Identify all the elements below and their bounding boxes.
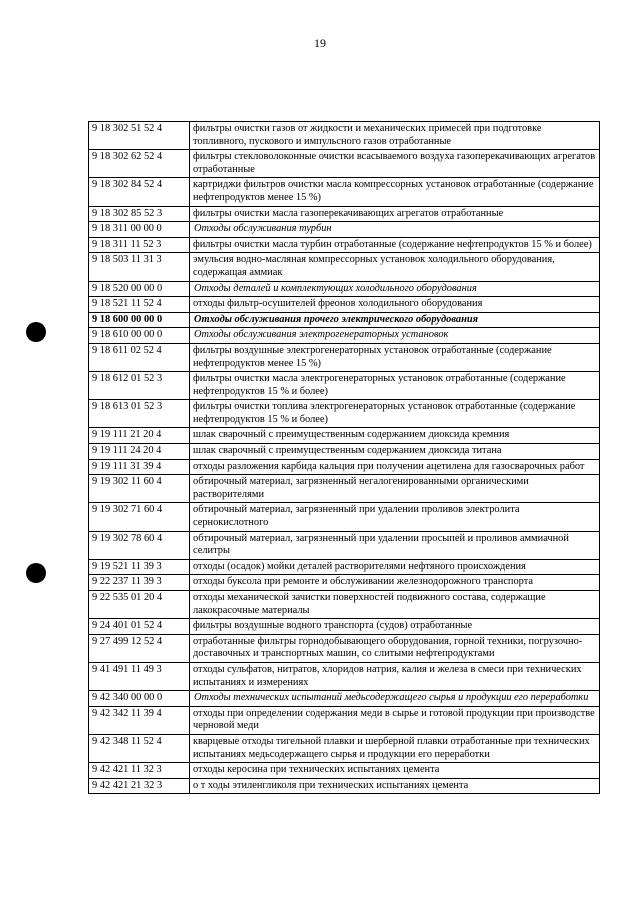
table-row (89, 122, 600, 150)
table-row (89, 619, 600, 635)
waste-code-cell: 9 19 111 31 39 4 (89, 459, 190, 475)
waste-description-cell: обтирочный материал, загрязненный при удалении проливов электролита сернокислотного (190, 503, 600, 531)
waste-description-cell: отходы разложения карбида кальция при получении ацетилена для газосварочных работ (190, 459, 600, 475)
waste-description-cell: отходы (осадок) мойки деталей растворителями нефтяного происхождения (190, 559, 600, 575)
table-row (89, 206, 600, 222)
waste-code-cell: 9 18 302 85 52 3 (89, 206, 190, 222)
table-row (89, 459, 600, 475)
waste-code-cell: 9 18 520 00 00 0 (89, 281, 190, 297)
table-row (89, 343, 600, 371)
page-number: 19 (314, 36, 326, 50)
waste-description-cell: Отходы обслуживания прочего электрического оборудования (190, 312, 600, 328)
waste-description-cell: Отходы обслуживания турбин (190, 222, 600, 238)
table-row (89, 237, 600, 253)
table-row (89, 328, 600, 344)
waste-description-cell: фильтры очистки масла турбин отработанные (содержание нефтепродуктов 15 % и более) (190, 237, 600, 253)
waste-description-cell: Отходы деталей и комплектующих холодильного оборудования (190, 281, 600, 297)
waste-description-cell: шлак сварочный с преимущественным содержанием диоксида кремния (190, 428, 600, 444)
waste-code-cell: 9 42 340 00 00 0 (89, 691, 190, 707)
waste-code-cell: 9 18 521 11 52 4 (89, 297, 190, 313)
waste-code-cell: 9 22 237 11 39 3 (89, 575, 190, 591)
waste-description-cell: фильтры воздушные электрогенераторных установок отработанные (содержание нефтепродуктов менее 15 %) (190, 343, 600, 371)
waste-code-table (88, 121, 600, 794)
waste-code-cell: 9 18 311 00 00 0 (89, 222, 190, 238)
table-row (89, 428, 600, 444)
table-row (89, 297, 600, 313)
table-row (89, 281, 600, 297)
waste-description-cell: шлак сварочный с преимущественным содержанием диоксида титана (190, 444, 600, 460)
waste-code-cell: 9 27 499 12 52 4 (89, 634, 190, 662)
waste-code-cell: 9 18 302 51 52 4 (89, 122, 190, 150)
table-row (89, 634, 600, 662)
waste-code-cell: 9 18 302 84 52 4 (89, 178, 190, 206)
waste-code-cell: 9 18 311 11 52 3 (89, 237, 190, 253)
table-row (89, 400, 600, 428)
waste-description-cell: отходы сульфатов, нитратов, хлоридов натрия, калия и железа в смеси при технических испытаниях и измерениях (190, 662, 600, 690)
waste-description-cell: фильтры очистки газов от жидкости и механических примесей при подготовке топливного, пускового и импульсного газов отработанные (190, 122, 600, 150)
waste-description-cell: отходы фильтр-осушителей фреонов холодильного оборудования (190, 297, 600, 313)
table-row (89, 691, 600, 707)
waste-code-cell: 9 42 421 21 32 3 (89, 778, 190, 794)
waste-description-cell: отходы механической зачистки поверхностей подвижного состава, содержащие лакокрасочные материалы (190, 591, 600, 619)
waste-description-cell: картриджи фильтров очистки масла компрессорных установок отработанные (содержание нефтепродуктов менее 15 %) (190, 178, 600, 206)
table-row (89, 662, 600, 690)
table-row (89, 222, 600, 238)
waste-description-cell: обтирочный материал, загрязненный при удалении просыпей и проливов аммиачной селитры (190, 531, 600, 559)
waste-description-cell: эмульсия водно-масляная компрессорных установок холодильного оборудования, содержащая аммиак (190, 253, 600, 281)
table-row (89, 706, 600, 734)
waste-code-cell: 9 19 521 11 39 3 (89, 559, 190, 575)
waste-code-cell: 9 18 600 00 00 0 (89, 312, 190, 328)
table-row (89, 503, 600, 531)
table-row (89, 312, 600, 328)
waste-code-cell: 9 42 348 11 52 4 (89, 734, 190, 762)
waste-description-cell: фильтры очистки масла газоперекачивающих агрегатов отработанные (190, 206, 600, 222)
table-row (89, 734, 600, 762)
waste-code-cell: 9 42 421 11 32 3 (89, 763, 190, 779)
waste-code-cell: 9 18 611 02 52 4 (89, 343, 190, 371)
waste-description-cell: Отходы технических испытаний медьсодержащего сырья и продукции его переработки (190, 691, 600, 707)
table-row (89, 591, 600, 619)
table-row (89, 178, 600, 206)
waste-code-cell: 9 18 613 01 52 3 (89, 400, 190, 428)
table-row (89, 575, 600, 591)
waste-description-cell: о т ходы этиленгликоля при технических испытаниях цемента (190, 778, 600, 794)
waste-code-cell: 9 41 491 11 49 3 (89, 662, 190, 690)
table-row (89, 559, 600, 575)
table-row (89, 372, 600, 400)
table-row (89, 778, 600, 794)
waste-code-cell: 9 22 535 01 20 4 (89, 591, 190, 619)
table-row (89, 150, 600, 178)
waste-description-cell: фильтры очистки топлива электрогенераторных установок отработанные (содержание нефтепродуктов 15 % и более) (190, 400, 600, 428)
waste-code-cell: 9 18 503 11 31 3 (89, 253, 190, 281)
punch-hole-bottom (26, 563, 46, 583)
waste-description-cell: фильтры очистки масла электрогенераторных установок отработанные (содержание нефтепродуктов 15 % и более) (190, 372, 600, 400)
waste-code-cell: 9 19 111 24 20 4 (89, 444, 190, 460)
table-row (89, 444, 600, 460)
waste-code-cell: 9 19 111 21 20 4 (89, 428, 190, 444)
waste-description-cell: отходы керосина при технических испытаниях цемента (190, 763, 600, 779)
waste-description-cell: фильтры воздушные водного транспорта (судов) отработанные (190, 619, 600, 635)
waste-description-cell: кварцевые отходы тигельной плавки и шерберной плавки отработанные при технических испытаниях медьсодержащего сырья и продукции его переработки (190, 734, 600, 762)
waste-description-cell: отходы при определении содержания меди в сырье и готовой продукции при производстве черновой меди (190, 706, 600, 734)
table-row (89, 475, 600, 503)
table-row (89, 531, 600, 559)
waste-description-cell: отходы буксола при ремонте и обслуживании железнодорожного транспорта (190, 575, 600, 591)
waste-description-cell: обтирочный материал, загрязненный негалогенированными органическими растворителями (190, 475, 600, 503)
waste-code-cell: 9 19 302 78 60 4 (89, 531, 190, 559)
waste-description-cell: отработанные фильтры горнодобывающего оборудования, горной техники, погрузочно-доставочных и транспортных машин, со слитыми нефтепродуктами (190, 634, 600, 662)
waste-code-cell: 9 18 612 01 52 3 (89, 372, 190, 400)
punch-hole-top (26, 322, 46, 342)
table-row (89, 763, 600, 779)
waste-code-cell: 9 42 342 11 39 4 (89, 706, 190, 734)
waste-description-cell: Отходы обслуживания электрогенераторных установок (190, 328, 600, 344)
waste-code-cell: 9 18 610 00 00 0 (89, 328, 190, 344)
waste-description-cell: фильтры стекловолоконные очистки всасываемого воздуха газоперекачивающих агрегатов отработанные (190, 150, 600, 178)
waste-code-cell: 9 19 302 71 60 4 (89, 503, 190, 531)
waste-code-cell: 9 24 401 01 52 4 (89, 619, 190, 635)
waste-code-cell: 9 18 302 62 52 4 (89, 150, 190, 178)
table-row (89, 253, 600, 281)
waste-code-cell: 9 19 302 11 60 4 (89, 475, 190, 503)
